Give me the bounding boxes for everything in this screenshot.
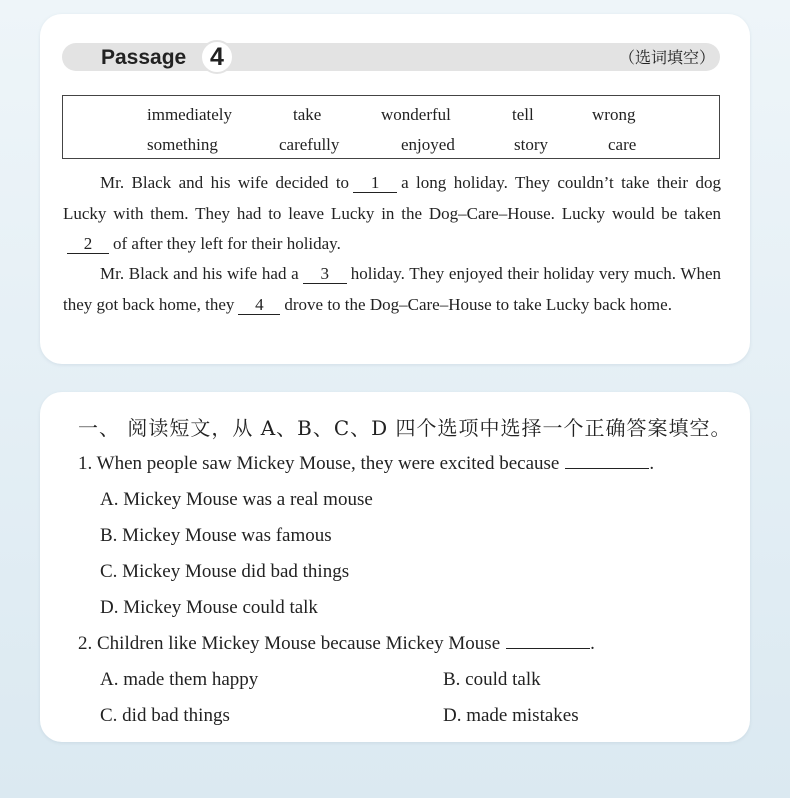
passage-label: Passage bbox=[101, 46, 187, 69]
question-stem: 1. When people saw Mickey Mouse, they were excited because bbox=[78, 453, 560, 474]
answer-blank bbox=[565, 452, 649, 469]
word-bank-box bbox=[62, 95, 720, 159]
question-end: . bbox=[649, 453, 655, 474]
passage-paragraph-1 bbox=[63, 168, 721, 260]
question-2 bbox=[78, 632, 595, 656]
word-bank-item: immediately bbox=[147, 105, 232, 124]
question-1 bbox=[78, 452, 654, 476]
blank-3: 3 bbox=[303, 264, 347, 284]
option-1c: C. Mickey Mouse did bad things bbox=[100, 561, 350, 582]
answer-blank bbox=[506, 632, 590, 649]
blank-4: 4 bbox=[238, 295, 280, 315]
word-bank-item: something bbox=[147, 135, 218, 154]
word-bank-item: wonderful bbox=[381, 105, 451, 124]
word-bank-item: wrong bbox=[592, 105, 636, 124]
word-bank-item: tell bbox=[512, 105, 534, 124]
paragraph-text: a long holiday. They couldn’t take their dog Lucky with them. They had to leave Lucky in the Dog–Care–House. Lucky would be taken bbox=[63, 173, 721, 223]
section-title: 一、 阅读短文，从 A、B、C、D 四个选项中选择一个正确答案填空。 bbox=[78, 416, 732, 440]
paragraph-text: Mr. Black and his wife had a bbox=[100, 264, 299, 283]
option-2c: C. did bad things bbox=[100, 705, 230, 726]
option-1b: B. Mickey Mouse was famous bbox=[100, 525, 332, 546]
option-2b: B. could talk bbox=[443, 669, 541, 690]
option-2d: D. made mistakes bbox=[443, 705, 579, 726]
passage-number-badge: 4 bbox=[200, 40, 234, 74]
option-1a: A. Mickey Mouse was a real mouse bbox=[100, 489, 373, 510]
word-bank-item: care bbox=[608, 135, 637, 154]
word-bank-item: enjoyed bbox=[401, 135, 455, 154]
option-1d: D. Mickey Mouse could talk bbox=[100, 597, 318, 618]
paragraph-text: Mr. Black and his wife decided to bbox=[100, 173, 350, 192]
option-2a: A. made them happy bbox=[100, 669, 259, 690]
paragraph-text: drove to the Dog–Care–House to take Lucky back home. bbox=[284, 294, 672, 314]
question-stem: 2. Children like Mickey Mouse because Mickey Mouse bbox=[78, 633, 501, 654]
paragraph-text: holiday. They enjoyed their holiday very much. When they got back home, they bbox=[63, 264, 721, 314]
passage-type-label: （选词填空） bbox=[618, 48, 715, 67]
word-bank-item: story bbox=[514, 135, 548, 154]
blank-1: 1 bbox=[353, 173, 397, 193]
question-end: . bbox=[590, 633, 595, 654]
blank-2: 2 bbox=[67, 234, 109, 254]
word-bank-item: take bbox=[293, 105, 322, 124]
word-bank-item: carefully bbox=[279, 135, 340, 154]
passage-paragraph-2 bbox=[63, 259, 721, 320]
passage-card bbox=[40, 14, 750, 364]
paragraph-text: of after they left for their holiday. bbox=[113, 234, 341, 254]
reading-card bbox=[40, 392, 750, 742]
